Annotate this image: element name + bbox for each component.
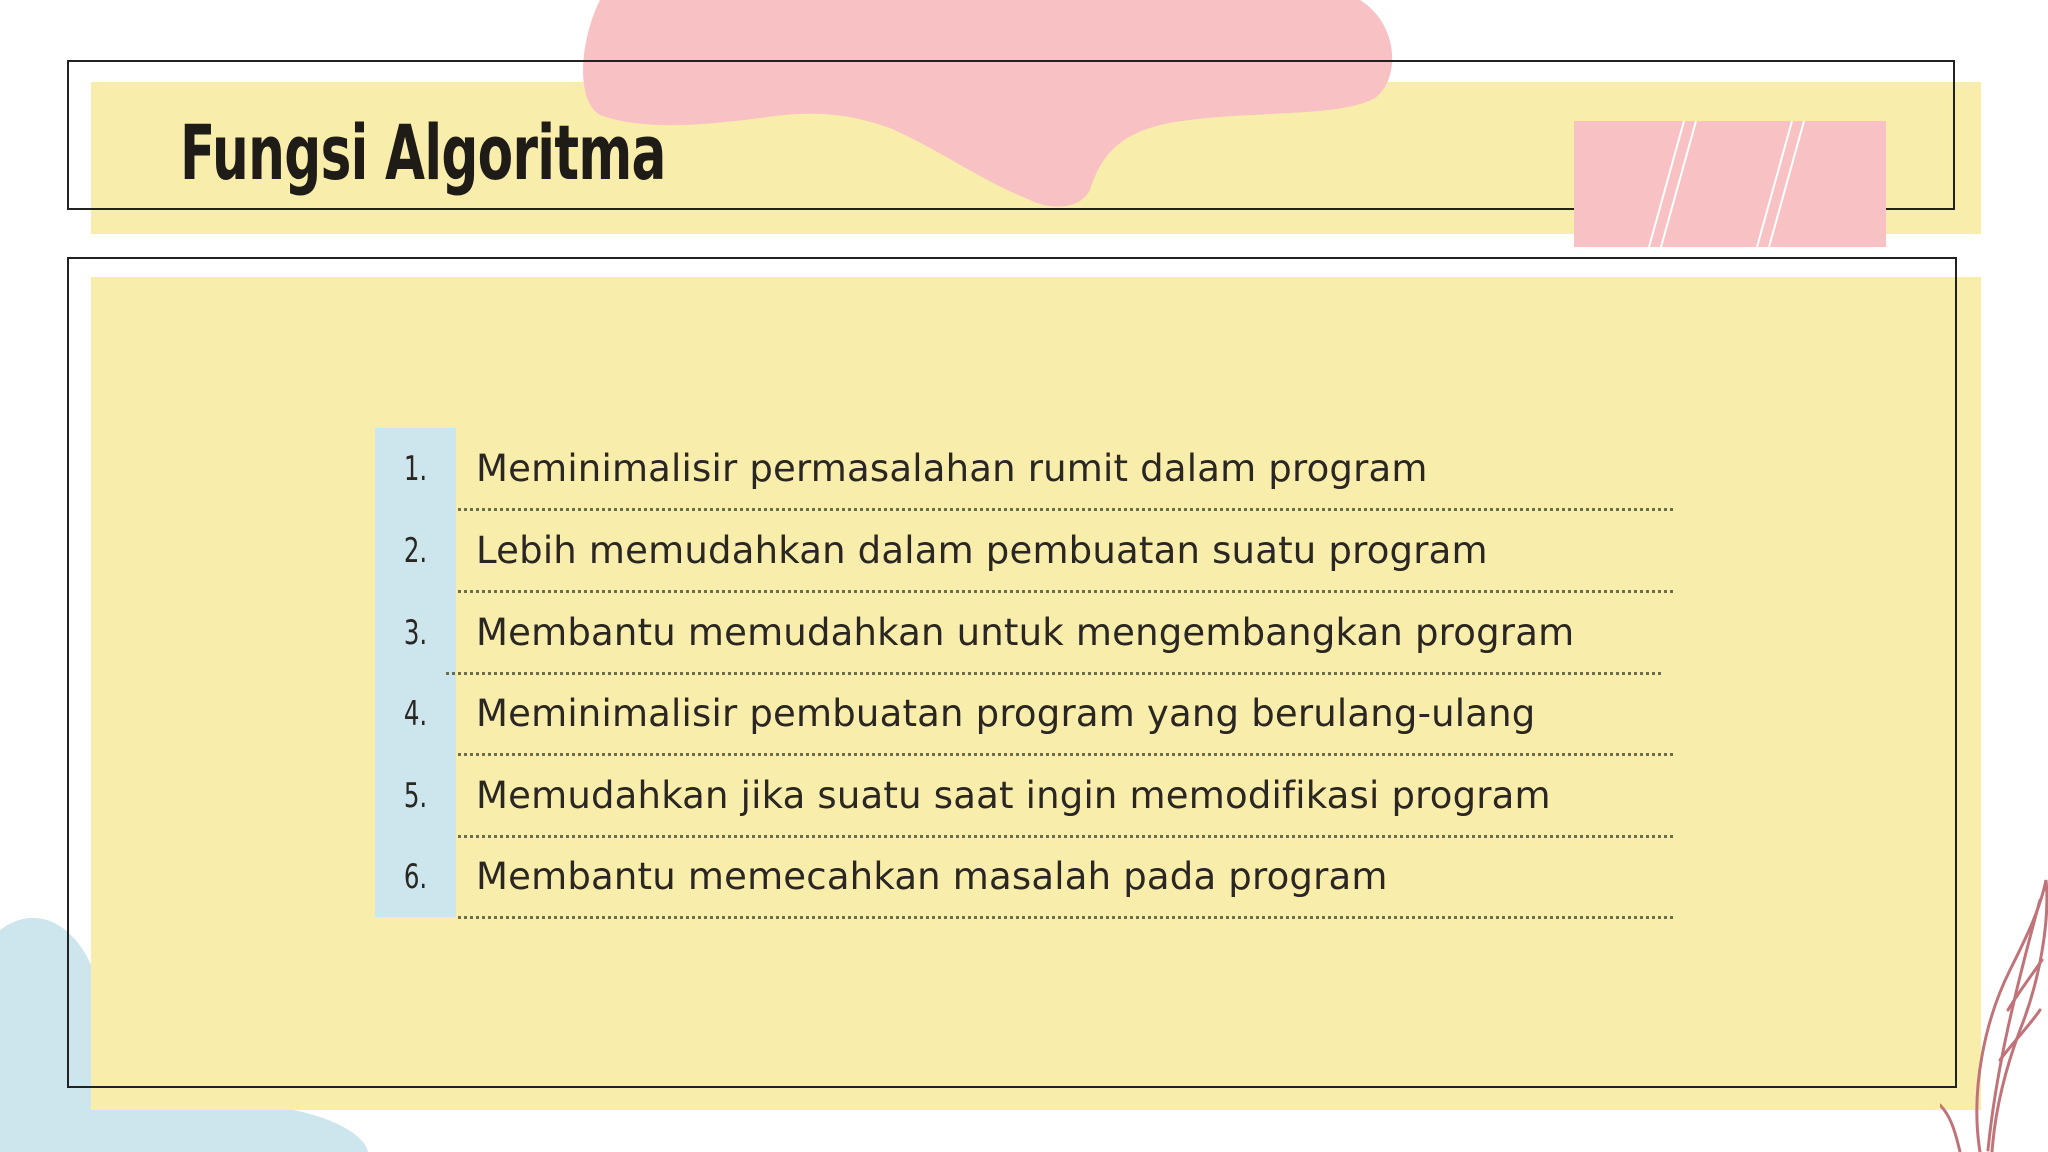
list-item (375, 592, 1675, 674)
diagonal-lines-icon (1574, 121, 1886, 247)
list-item-text: Memudahkan jika suatu saat ingin memodifikasi program (476, 774, 1551, 817)
list-item-number: 1. (403, 449, 428, 489)
list-item-text: Meminimalisir pembuatan program yang berulang-ulang (476, 692, 1536, 735)
list-item-text: Membantu memudahkan untuk mengembangkan program (476, 611, 1575, 654)
list-item-number: 4. (403, 694, 428, 734)
leaf-illustration (1940, 860, 2048, 1152)
list-item-text: Lebih memudahkan dalam pembuatan suatu program (476, 529, 1488, 572)
list-item-text: Membantu memecahkan masalah pada program (476, 855, 1388, 898)
list-item-number: 6. (403, 857, 428, 897)
pink-striped-badge (1574, 121, 1886, 247)
list-item-number: 3. (403, 613, 428, 653)
list-item-number: 2. (403, 531, 428, 571)
leaf-vein (2008, 960, 2042, 1010)
dotted-separator (458, 916, 1673, 919)
list-item (375, 510, 1675, 592)
list-item-number: 5. (403, 776, 428, 816)
list-item (375, 428, 1675, 510)
list-item (375, 755, 1675, 837)
slide-title: Fungsi Algoritma (180, 108, 666, 197)
list-item-text: Meminimalisir permasalahan rumit dalam program (476, 447, 1428, 490)
leaf-stem (1940, 1105, 1960, 1152)
list-item (375, 836, 1675, 918)
list-item (375, 673, 1675, 755)
